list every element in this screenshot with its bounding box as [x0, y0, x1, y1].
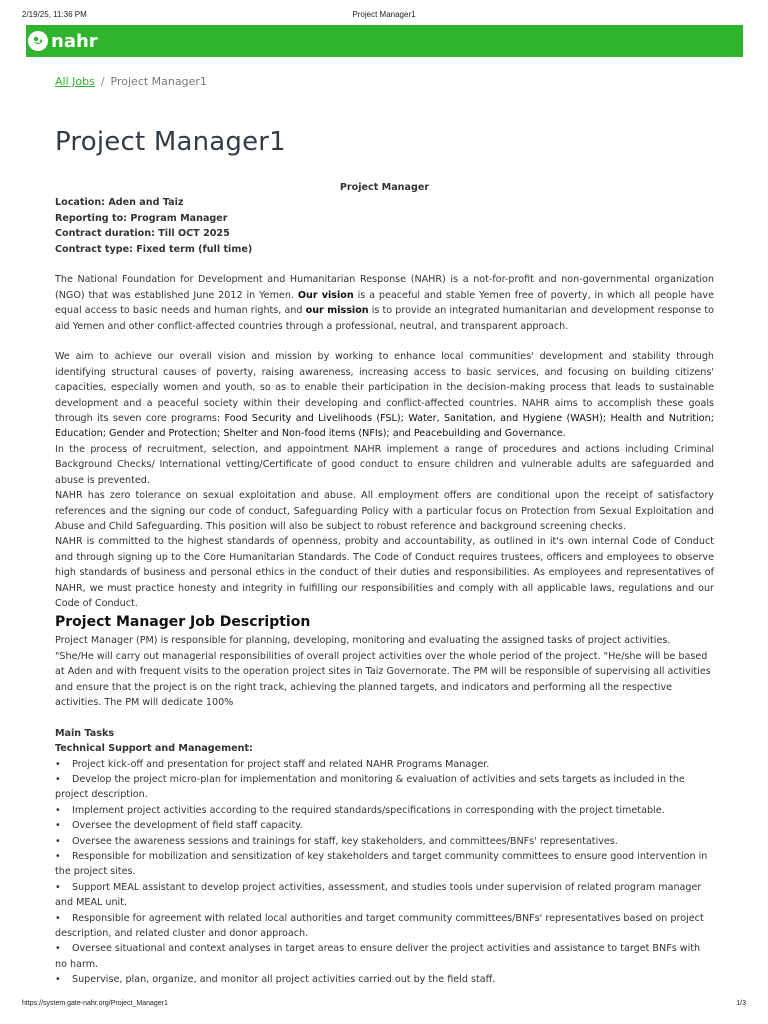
intro-paragraph-2: We aim to achieve our overall vision and mission by working to enhance local communities' development and stability through identifying structural causes of poverty, raising awareness, increasing access to basic services, and focusing on building citizens' capacities, especially women and youth, so as to enable their participation in the decision-making process that leads to sustainable development and a peaceful society within their developing and conflict-affected countries. NAHR aims to accomplish these goals through its seven core programs: Food Security and Livelihoods (FSL); Water, Sanitation, and Hygiene (WASH); Health and Nutrition; Education; Gender and Protection; Shelter and Non-food items (NFIs); and Peacebuilding and Governance.: [55, 351, 714, 440]
breadcrumb-separator: /: [100, 75, 105, 88]
print-header: [22, 10, 746, 22]
list-item: • Oversee the awareness sessions and trainings for staff, key stakeholders, and committees/BNFs' representatives.: [55, 835, 618, 847]
job-location: Location: Aden and Taiz: [55, 197, 184, 209]
intro-paragraph-4: NAHR has zero tolerance on sexual exploitation and abuse. All employment offers are conditional upon the receipt of satisfactory references and the signing our code of conduct, Safeguarding Policy with a particular focus on Protection from Sexual Exploitation and Abuse and Child Safeguarding. This position will also be subject to robust reference and background screening checks.: [55, 490, 714, 532]
navbar: [26, 25, 743, 57]
nahr-logo-icon: [28, 31, 48, 51]
print-page-number: 1/3: [736, 1000, 746, 1007]
list-item: • Responsible for agreement with related local authorities and target community committees/BNFs' representatives based on project description, and related cluster and donor approach.: [55, 912, 704, 940]
intro-paragraph-5: NAHR is committed to the highest standards of openness, probity and accountability, as outlined in it's own internal Code of Conduct and through signing up to the Core Humanitarian Standards. The Code of Conduct requires trustees, officers and employees to observe high standards of business and personal ethics in the conduct of their duties and responsibilities. As employees and representatives of NAHR, we must practice honesty and integrity in fulfilling our responsibilities and comply with all applicable laws, regulations and our Code of Conduct.: [55, 536, 714, 609]
print-title: Project Manager1: [352, 10, 416, 19]
job-reporting: Reporting to: Program Manager: [55, 212, 228, 224]
job-type: Contract type: Fixed term (full time): [55, 243, 253, 255]
list-item: • Oversee situational and context analyses in target areas to ensure deliver the project activities and assistance to target BNFs with no harm.: [55, 943, 701, 970]
job-description-paragraph-1: Project Manager (PM) is responsible for planning, developing, monitoring and evaluating the assigned tasks of project activities.: [55, 635, 671, 647]
list-item: • Support MEAL assistant to develop project activities, assessment, and studies tools under supervision of related program manager and MEAL unit.: [55, 881, 702, 909]
job-meta: [55, 195, 714, 257]
breadcrumb-all-jobs-link[interactable]: All Jobs: [55, 75, 95, 88]
job-description-heading: Project Manager Job Description: [55, 614, 311, 631]
job-duration: Contract duration: Till OCT 2025: [55, 228, 230, 240]
intro-paragraph-1: The National Foundation for Development and Humanitarian Response (NAHR) is a not-for-profit and non-governmental organization (NGO) that was established June 2012 in Yemen. Our vision is a peaceful and stable Yemen free of poverty, in which all people have equal access to basic needs and human rights, and our mission is to provide an integrated humanitarian and development response to aid Yemen and other conflict-affected countries through a professional, neutral, and transparent approach.: [55, 274, 715, 332]
main-tasks-heading: Main Tasks: [55, 727, 115, 739]
print-datetime: 2/19/25, 11:36 PM: [22, 10, 87, 19]
intro-paragraph-3: In the process of recruitment, selection, and appointment NAHR implement a range of procedures and actions including Criminal Background Checks/ International vetting/Certificate of good conduct to ensure children and vulnerable adults are safeguarded and abuse is prevented.: [55, 443, 714, 486]
list-item: • Develop the project micro-plan for implementation and monitoring & evaluation of activities and sets targets as included in the project description.: [55, 773, 685, 801]
print-url: https://system.gate-nahr.org/Project_Manager1: [22, 1000, 168, 1007]
list-item: • Implement project activities according to the required standards/specifications in corresponding with the project timetable.: [55, 804, 665, 816]
list-item: • Project kick-off and presentation for project staff and related NAHR Programs Manager.: [55, 758, 490, 770]
page-title: Project Manager1: [55, 127, 286, 157]
list-item: • Supervise, plan, organize, and monitor all project activities carried out by the field staff.: [55, 974, 496, 986]
logo-text: nahr: [51, 30, 98, 52]
job-content: [55, 180, 714, 988]
list-item: • Responsible for mobilization and sensitization of key stakeholders and target community committees to ensure good intervention in the project sites.: [55, 851, 708, 878]
task-list: [55, 757, 714, 988]
job-description-paragraph-2: "She/He will carry out managerial responsibilities of overall project activities over the whole period of the project. "He/she will be based at Aden and with frequent visits to the operation project sites in Taiz Governorate. The PM will be responsible of supervising all activities and ensure that the project is on the right track, achieving the planned targets, and indicators and performing all the respective activities. The PM will dedicate 100%: [55, 650, 711, 708]
job-center-title: Project Manager: [339, 182, 430, 193]
print-footer: [22, 1000, 746, 1010]
breadcrumb-current: Project Manager1: [110, 75, 207, 88]
breadcrumb: [55, 75, 207, 88]
list-item: • Oversee the development of field staff capacity.: [55, 820, 303, 832]
technical-support-heading: Technical Support and Management:: [55, 743, 253, 755]
site-logo[interactable]: [28, 31, 98, 52]
